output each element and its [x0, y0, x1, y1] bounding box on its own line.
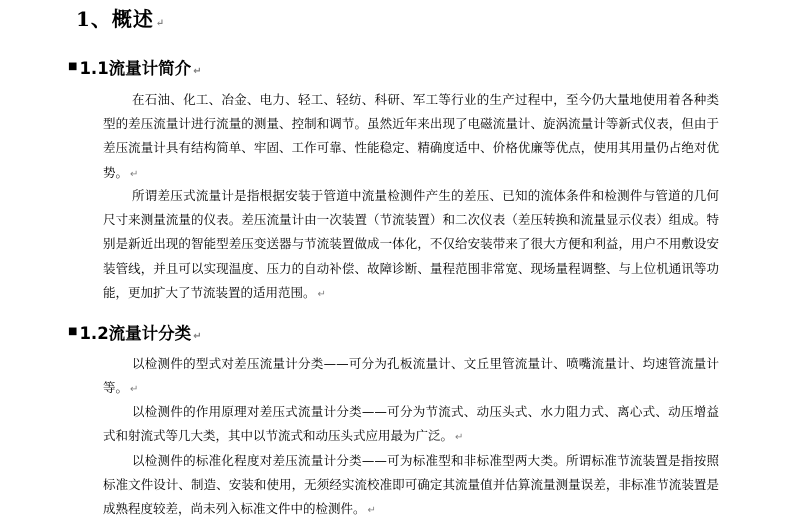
paragraph-mark-icon: ↵ [367, 505, 376, 517]
bullet-icon: ■ [68, 61, 78, 72]
paragraph [103, 88, 719, 187]
section-1-2-title: 1.2流量计分类 [79, 324, 192, 343]
paragraph [103, 184, 719, 307]
paragraph [103, 400, 719, 450]
section-1-1-heading [68, 55, 202, 79]
paragraph-mark-icon: ↵ [130, 384, 139, 396]
paragraph-mark-icon: ↵ [317, 288, 326, 300]
bullet-icon: ■ [68, 326, 78, 337]
paragraph-mark-icon: ↵ [455, 432, 464, 444]
paragraph [103, 449, 719, 524]
paragraph [103, 352, 719, 402]
paragraph-text: 以检测件的型式对差压流量计分类——可分为孔板流量计、文丘里管流量计、喷嘴流量计、均速管流量计等。 [103, 356, 719, 396]
paragraph-mark-icon: ↵ [193, 66, 202, 77]
section-1-1-title: 1.1流量计简介 [79, 59, 192, 78]
paragraph-text: 以检测件的标准化程度对差压流量计分类——可为标准型和非标准型两大类。所谓标准节流装置是指按照标准文件设计、制造、安装和使用，无须经实流校准即可确定其流量值并估算流量测量误差，非标准节流装置是成熟程度较差，尚未列入标准文件中的检测件。 [103, 453, 719, 517]
section-1-heading [76, 3, 165, 32]
paragraph-mark-icon: ↵ [193, 331, 202, 342]
paragraph-text: 所谓差压式流量计是指根据安装于管道中流量检测件产生的差压、已知的流体条件和检测件与管道的几何尺寸来测量流量的仪表。差压流量计由一次装置（节流装置）和二次仪表（差压转换和流量显示仪表）组成。特别是新近出现的智能型差压变送器与节流装置做成一体化，不仅给安装带来了很大方便和利益，用户不用敷设安装管线，并且可以实现温度、压力的自动补偿、故障诊断、量程范围非常宽、现场量程调整、与上位机通讯等功能，更加扩大了节流装置的适用范围。 [103, 188, 719, 300]
paragraph-text: 在石油、化工、冶金、电力、轻工、轻纺、科研、军工等行业的生产过程中，至今仍大量地使用着各种类型的差压流量计进行流量的测量、控制和调节。虽然近年来出现了电磁流量计、旋涡流量计等新式仪表，但由于差压流量计具有结构简单、牢固、工作可靠、性能稳定、精确度适中、价格优廉等优点，使用其用量仍占绝对优势。 [103, 92, 719, 180]
paragraph-text: 以检测件的作用原理对差压式流量计分类——可分为节流式、动压头式、水力阻力式、离心式、动压增益式和射流式等几大类，其中以节流式和动压头式应用最为广泛。 [103, 404, 719, 444]
section-1-2-heading [68, 320, 202, 344]
paragraph-mark-icon: ↵ [155, 18, 166, 29]
paragraph-mark-icon: ↵ [130, 168, 139, 180]
section-1-title: 1、概述 [76, 7, 154, 31]
